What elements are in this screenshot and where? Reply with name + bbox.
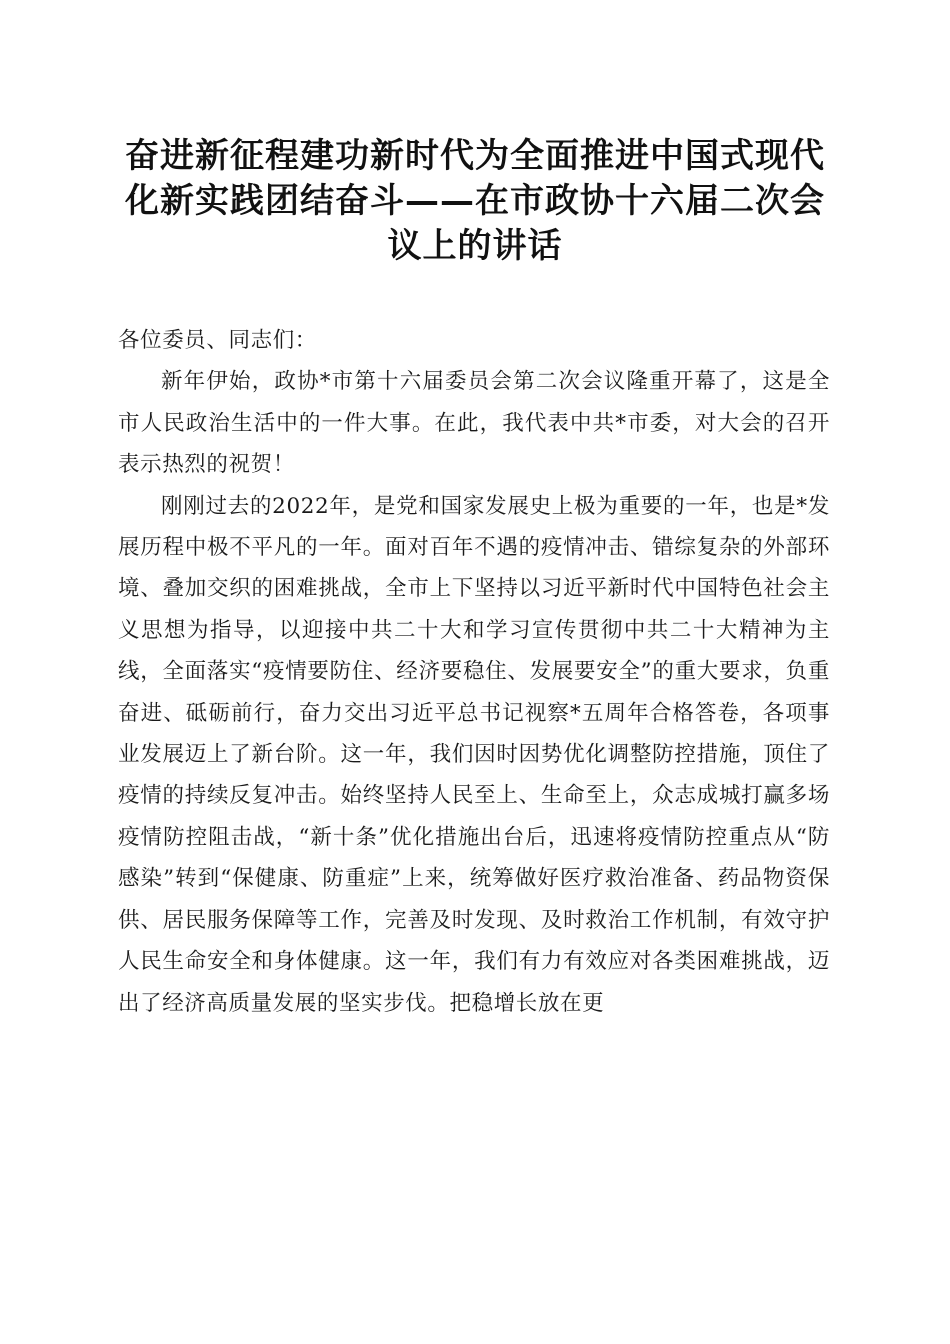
salutation: 各位委员、同志们： <box>118 328 317 353</box>
paragraph-review-2022: 刚刚过去的2022年，是党和国家发展史上极为重要的一年，也是*发展历程中极不平凡的一年。面对百年不遇的疫情冲击、错综复杂的外部环境、叠加交织的困难挑战，全市上下坚持以习近平新时代中国特色社会主义思想为指导，以迎接中共二十大和学习宣传贯彻中共二十大精神为主线，全面落实“疫情要防住、经济要稳住、发展要安全”的重大要求，负重奋进、砥砺前行，奋力交出习近平总书记视察*五周年合格答卷，各项事业发展迈上了新台阶。这一年，我们因时因势优化调整防控措施，顶住了疫情的持续反复冲击。始终坚持人民至上、生命至上，众志成城打赢多场疫情防控阻击战，“新十条”优化措施出台后，迅速将疫情防控重点从“防感染”转到“保健康、防重症”上来，统筹做好医疗救治准备、药品物资保供、居民服务保障等工作，完善及时发现、及时救治工作机制，有效守护人民生命安全和身体健康。这一年，我们有力有效应对各类困难挑战，迈出了经济高质量发展的坚实步伐。把稳增长放在更 <box>118 493 830 1016</box>
document-title: 奋进新征程建功新时代为全面推进中国式现代化新实践团结奋斗——在市政协十六届二次会议上的讲话 <box>125 136 825 266</box>
paragraph-opening: 新年伊始，政协*市第十六届委员会第二次会议隆重开幕了，这是全市人民政治生活中的一件大事。在此，我代表中共*市委，对大会的召开表示热烈的祝贺！ <box>118 369 830 478</box>
document-body <box>118 320 830 1024</box>
